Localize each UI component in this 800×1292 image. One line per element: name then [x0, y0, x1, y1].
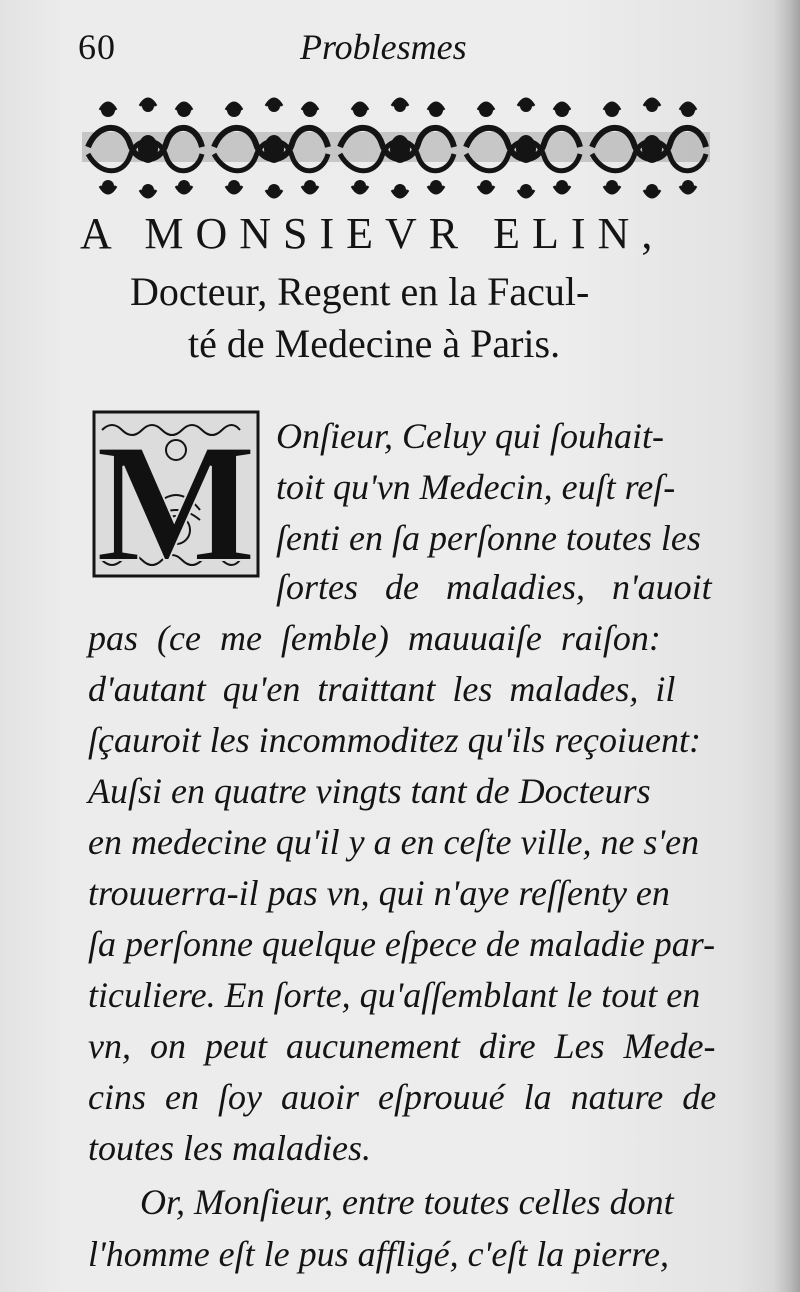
text-line: ticuliere. En ſorte, qu'aſſemblant le tout en — [88, 975, 701, 1015]
text-line: pas (ce me ſemble) mauuaiſe raiſon: — [88, 618, 661, 658]
heading-line-2: Docteur, Regent en la Facul- — [130, 269, 590, 314]
text-line: ſortes de maladies, n'auoit — [276, 567, 712, 607]
running-title: Problesmes — [300, 27, 467, 67]
text-line: Or, Monſieur, entre toutes celles dont — [140, 1182, 674, 1222]
text-line: ſenti en ſa perſonne toutes les — [276, 518, 701, 558]
text-line: trouuerra-il pas vn, qui n'aye reſſenty en — [88, 873, 670, 913]
text-line: d'autant qu'en traittant les malades, il — [88, 669, 676, 709]
text-line: ſa perſonne quelque eſpece de maladie par- — [88, 924, 716, 964]
heading-line-3: té de Medecine à Paris. — [188, 321, 561, 366]
text-line: l'homme eſt le pus affligé, c'eſt la pierre, — [88, 1234, 669, 1274]
heading-line-1: A MONSIEVR ELIN, — [80, 209, 665, 258]
page-number: 60 — [78, 27, 116, 67]
text-line: cins en ſoy auoir eſprouué la nature de — [88, 1077, 717, 1117]
text-line: toutes les maladies. — [88, 1128, 371, 1168]
text-line: en medecine qu'il y a en ceſte ville, ne s'en — [88, 822, 700, 862]
text-line: toit qu'vn Medecin, euſt reſ- — [276, 467, 676, 507]
text-line: ſçauroit les incommoditez qu'ils reçoiuent: — [88, 720, 701, 760]
text-line: Onſieur, Celuy qui ſouhait- — [276, 416, 664, 456]
text-line: Auſsi en quatre vingts tant de Docteurs — [88, 771, 651, 811]
text-line: vn, on peut aucunement dire Les Mede- — [88, 1026, 716, 1066]
dropcap-letter: M — [95, 410, 257, 578]
